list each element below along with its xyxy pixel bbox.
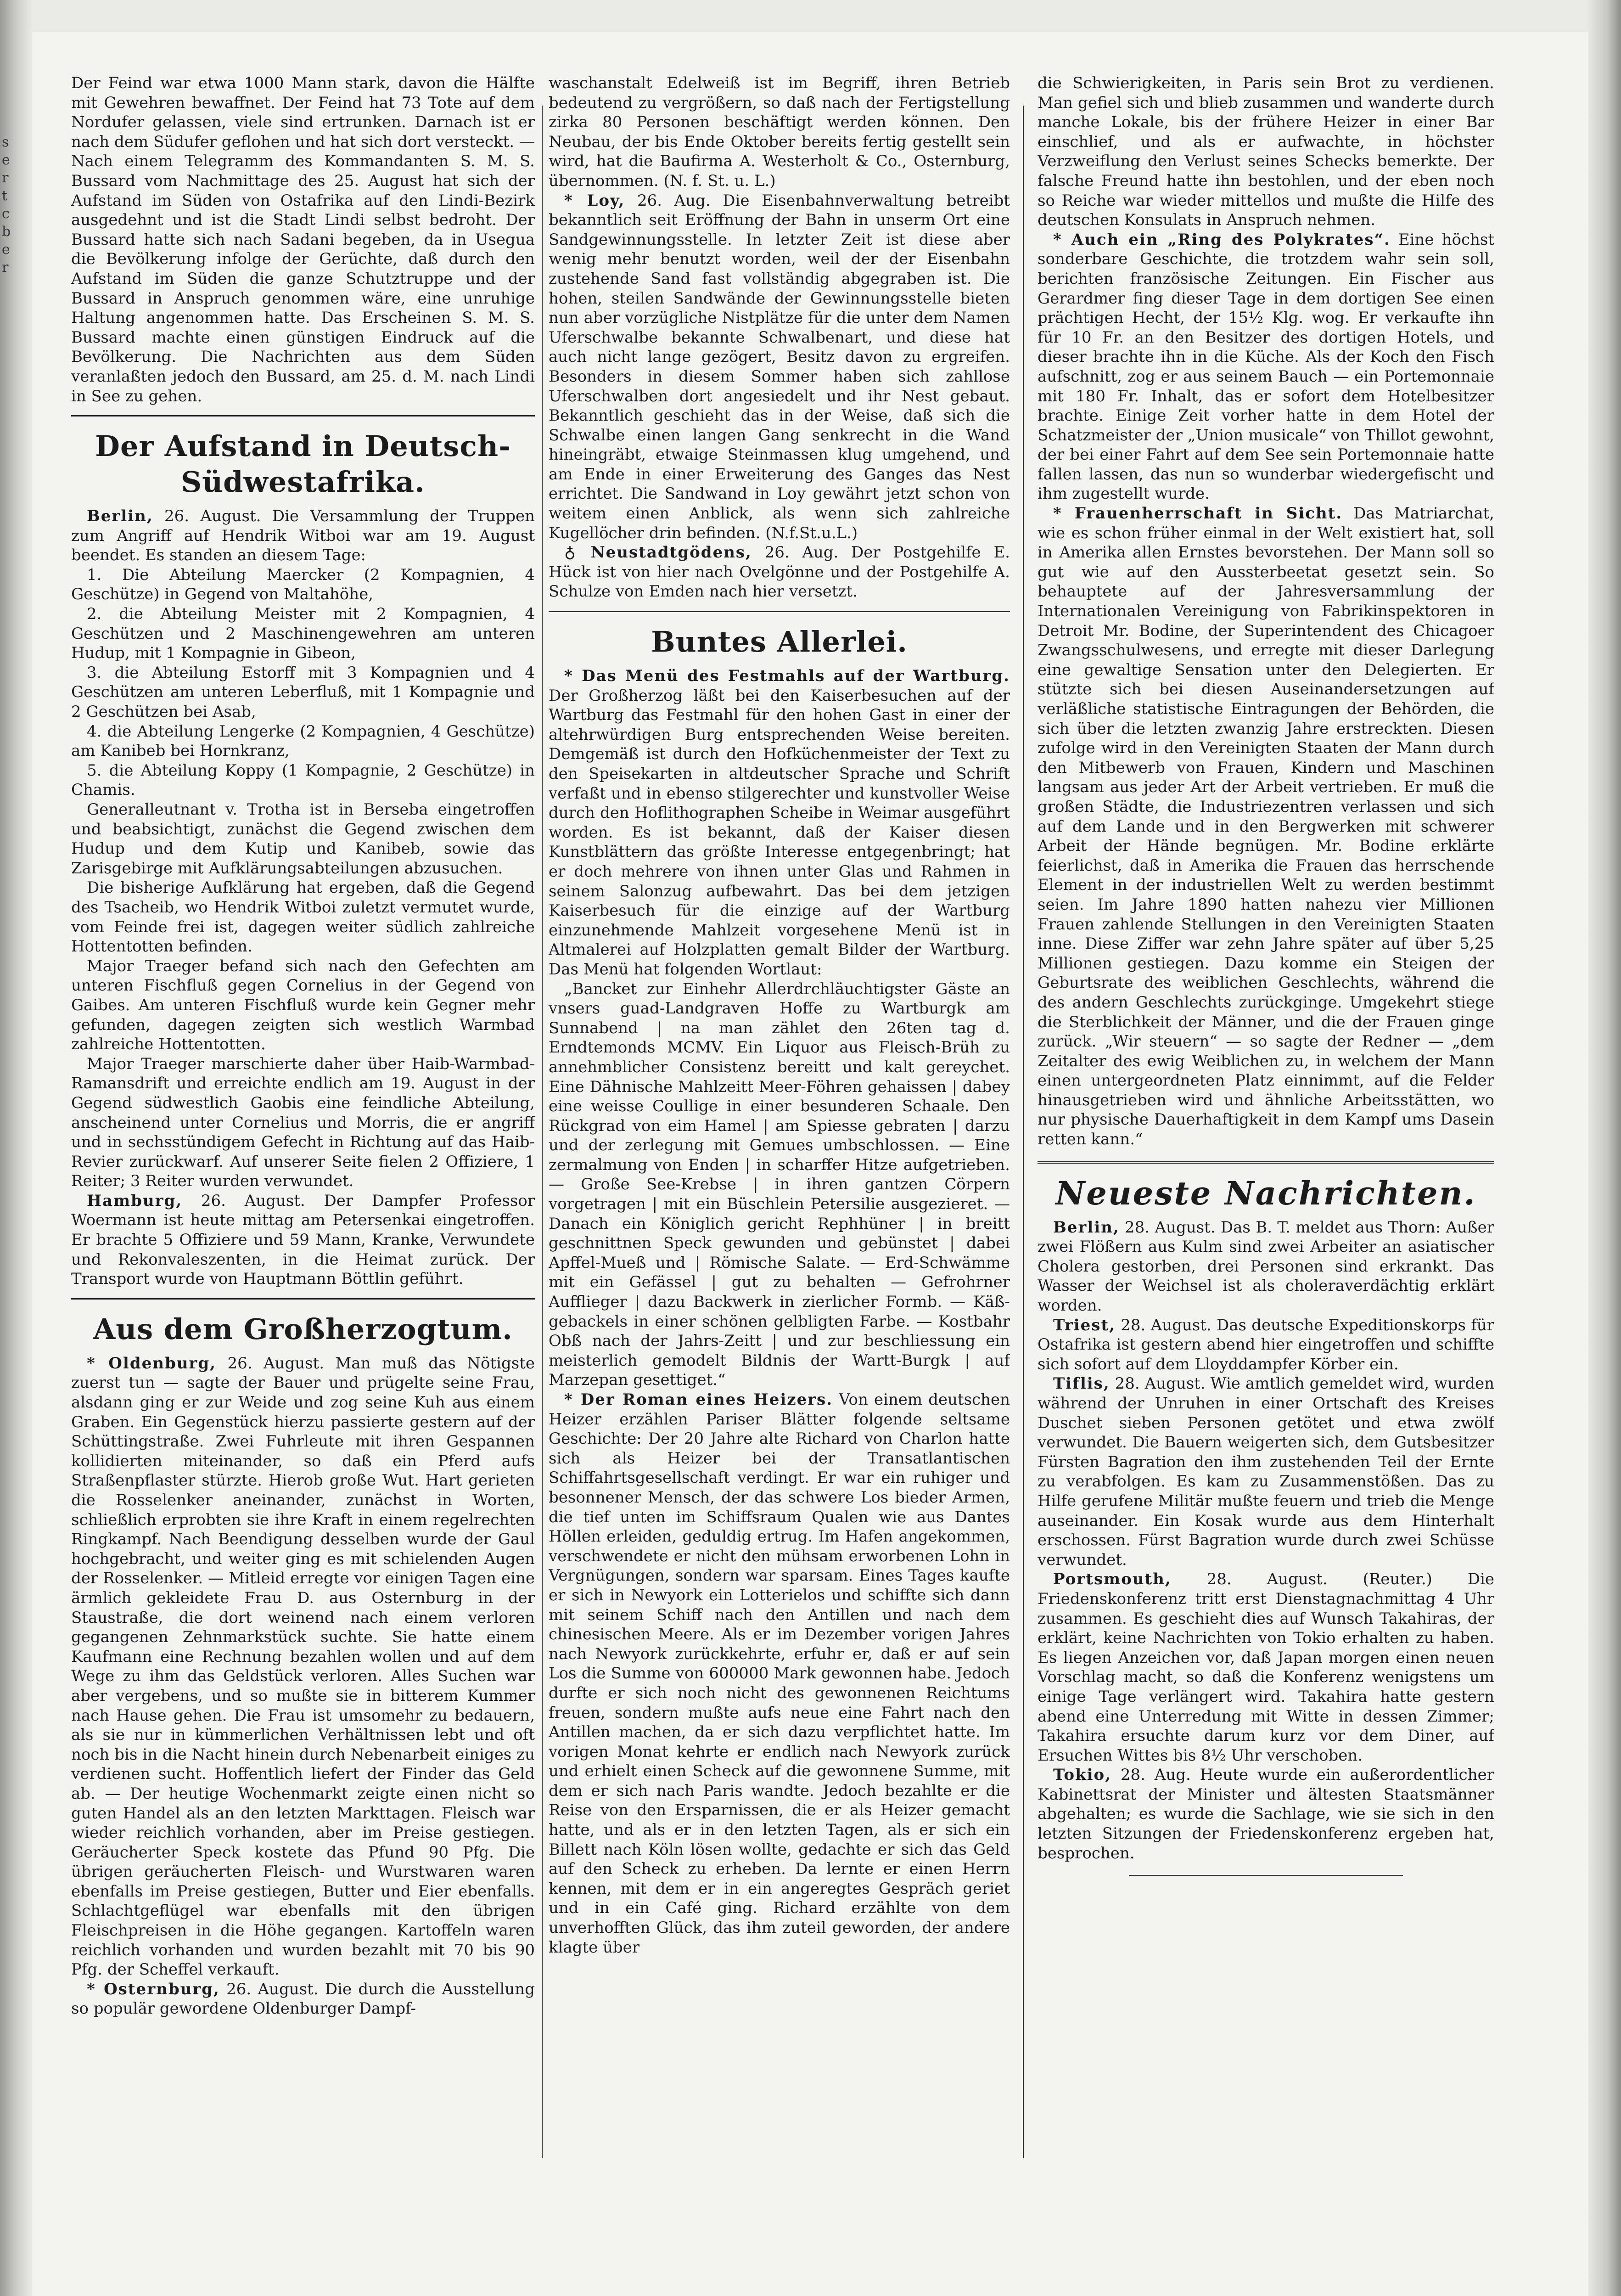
section-heading-buntes-allerlei: Buntes Allerlei. [651,625,908,659]
article-body: 28. August. Das deutsche Expeditionskorps für Ostafrika ist gestern abend hier eingetroffen und schiffte sich sofort auf dem Lloyddampfer Körber ein. [1038,1316,1494,1373]
menu-quotation: „Bancket zur Einhehr Allerdrchläuchtigster Gäste an vnsers guad-Landgraven Hoffe zu Wartburgk am Sunnabend | na man zählet den 26ten tag d. Erndtemonds MCMV. Ein Liquor aus Fleisch-Brüh zu annehmblicher Consistenz bereitt und kalt gereychet. Eine Dähnische Mahlzeitt Meer-Föhren gehaissen | dabey eine weisse Coullige in einer besunderen Schaale. Den Rückgrad von eim Hamel | am Spiesse gebraten | darzu und der zerlegung mit Gemues umbschlossen. — Eine zermalmung von Enden | in scharffer Hitze aufgetrieben. — Große See-Krebse | in ihren gantzen Cörpern vorgetragen | mit ein Büschlein Petersilie ausgezieret. — Danach ein Königlich gericht Rephhüner | in breitt geschnittnen Speck gewunden und gebünstet | dabei Apffel-Mueß und | Römische Salate. — Erd-Schwämme mit ein Gefässel | gut zu behalten — Gefrohrner Aufflieger | dazu Backwerk in zierlicher Formb. — Käß-gebackels in einer schönen gelbligten Farbe. — Kostbahr Obß nach der Jahrs-Zeitt | und zur beschliessung ein meisterlich gemodelt Bildnis der Wartt-Burgk | auf Marzepan gesettiget.“ [549,979,1010,1390]
article-body: 28. Aug. Heute wurde ein außerordentlicher Kabinettsrat der Minister und ältesten Staatsmänner abgehalten; es wurde die Sachlage, wie sie sich in den letzten Sitzungen der Friedenskonferenz ergeben hat, besprochen. [1038,1766,1494,1863]
paragraph: Die bisherige Aufklärung hat ergeben, daß die Gegend des Tsacheib, wo Hendrik Witboi zuletzt vermutet wurde, vom Feinde frei ist, dagegen weiter südlich zahlreiche Hottentotten befinden. [71,878,535,956]
adjacent-page-edge-text: s e r t c b e r [2,134,11,276]
article-body: Das Matriarchat, wie es schon früher einmal in der Welt existiert hat, soll in Amerika allen Ernstes bevorstehen. Der Mann soll so gut wie auf den Aussterbeetat gesetzt sein. So behauptete auf der Jahresversammlung der Internationalen Vereinigung von Fabrikinspektoren in Detroit Mr. Bodine, der Superintendent des Chicagoer Zwangsschulwesens, und erregte mit dieser Darlegung eine gewaltige Sensation unter den Delegierten. Er stützte sich bei diesen Auseinandersetzungen auf verläßliche statistische Eintragungen der Behörden, die sich über die letzten zwanzig Jahre erstreckten. Diesen zufolge wird in den Vereinigten Staaten der Mann durch den Mitbewerb von Frauen, Kindern und Maschinen langsam aus jeder Art der Arbeit vertrieben. Er muß die großen Städte, die Industriezentren verlassen und sich auf dem Lande und in den Bergwerken mit schwerer Arbeit der Hände begnügen. Mr. Bodine erklärte feierlichst, daß in Amerika die Frauen das herrschende Element in der industriellen Welt zu werden bestimmt seien. Im Jahre 1890 hatten nahezu vier Millionen Frauen zahlende Stellungen in den Vereinigten Staaten inne. Diese Ziffer war zehn Jahre später auf über 5,25 Millionen gestiegen. Dazu komme ein Steigen der Geburtsrate des weiblichen Geschlechts, während die des andern Geschlechts zurückginge. Umgekehrt stiege die Sterblichkeit der Männer, und die der Frauen ginge zurück. „Wir steuern“ — so sagte der Redner — „dem Zeitalter des ewig Weiblichen zu, in welchem der Mann einen untergeordneten Platz einnimmt, auf die Felder hinausgetrieben wird und ähnliche Arbeitsstätten, wo nur physische Dauerhaftigkeit in dem Kampf ums Dasein retten kann.“ [1038,504,1494,1149]
news-tiflis [1038,1374,1494,1570]
article-body: 26. August. Die durch die Ausstellung so populär gewordene Oldenburger Dampf- [71,1980,535,2018]
section-heading-suedwestafrika: Der Aufstand in Deutsch-Südwestafrika. [95,429,511,499]
article-headline: * Das Menü des Festmahls auf der Wartburg. [564,667,1010,686]
article-body: 28. August. Das B. T. meldet aus Thorn: Außer zwei Flößern aus Kulm sind zwei Arbeiter an asiatischer Cholera gestorben, drei Personen sind erkrankt. Das Wasser der Weichsel ist als choleraverdächtig erklärt worden. [1038,1218,1494,1315]
article-osternburg-continued: waschanstalt Edelweiß ist im Begriff, ihren Betrieb bedeutend zu vergrößern, so daß nach der Fertigstellung zirka 80 Personen beschäftigt werden können. Den Neubau, der bis Ende Oktober bereits fertig gestellt sein wird, hat die Baufirma A. Westerholt & Co., Osternburg, übernommen. (N. f. St. u. L.) [549,74,1010,190]
column-3 [1038,73,1494,2170]
paragraph: Generalleutnant v. Trotha ist in Berseba eingetroffen und beabsichtigt, zunächst die Gegend zwischen dem Hudup und dem Kutip und Kanibeb, sowie das Zarisgebirge mit Aufklärungsabteilungen abzusuchen. [71,800,535,878]
article-body: Von einem deutschen Heizer erzählen Pariser Blätter folgende seltsame Geschichte: Der 20 Jahre alte Richard von Charlon hatte sich als Heizer bei der Transatlantischen Schiffahrtsgesellschaft verdingt. Er war ein ruhiger und besonnener Mensch, der das schwere Los bieder Armen, die tief unten im Schiffsraum Qualen wie aus Dantes Höllen erleiden, geduldig ertrug. Im Hafen angekommen, verschwendete er nicht den mühsam erworbenen Lohn in Vergnügungen, sondern war sparsam. Eines Tages kaufte er sich in Newyork ein Lotterielos und schiffte sich dann mit seinem Schiff nach den Antillen und nach dem chinesischen Meere. Als er im Dezember vorigen Jahres nach Newyork zurückkehrte, erfuhr er, daß er auf sein Los die Summe von 600000 Mark gewonnen habe. Jedoch durfte er sich noch nicht des gewonnenen Reichtums freuen, sondern mußte aufs neue eine Fahrt nach den Antillen machen, da er sich dazu verpflichtet hatte. Im vorigen Monat kehrte er endlich nach Newyork zurück und erhielt einen Scheck auf die gewonnene Summe, mit dem er sich nach Paris wandte. Jedoch bezahlte er die Reise von den Ersparnissen, die er als Heizer gemacht hatte, und als er in den letzten Tagen, als er sich ein Billett nach Köln lösen wollte, gedachte er sich das Geld auf den Scheck zu erheben. Da lernte er einen Herrn kennen, mit dem er in ein angeregtes Gespräch geriet und in ein Café ging. Richard erzählte von dem unverhofften Glück, das ihm zuteil geworden, der andere klagte über [549,1390,1010,1957]
right-page-gutter [1587,0,1621,2296]
article-body: 26. Aug. Der Postgehilfe E. Hück ist von hier nach Ovelgönne und der Postgehilfe A. Schulze von Emden nach hier versetzt. [549,543,1010,601]
end-rule [1129,1875,1403,1876]
column-rule [542,106,543,2158]
dateline: * Osternburg, [87,1980,220,1998]
dateline: Triest, [1053,1316,1116,1334]
article-body: 28. August. Wie amtlich gemeldet wird, wurden während der Unruhen in einer Ortschaft des Kreises Duschet sieben Personen getötet und etwa zwölf verwundet. Die Bauern weigerten sich, dem Gutsbesitzer Fürsten Bagration den ihm zustehenden Teil der Ernte zu verabfolgen. Es kam zu Zusammenstößen. Das zu Hilfe gerufene Militär mußte feuern und trieb die Menge auseinander. Ein Kosak wurde aus dem Hinterhalt erschossen. Fürst Bagration wurde durch zwei Schüsse verwundet. [1038,1374,1494,1569]
list-item: 4. die Abteilung Lengerke (2 Kompagnien, 4 Geschütze) am Kanibeb bei Hornkranz, [71,722,535,760]
article-berlin [71,506,535,565]
dateline: Portsmouth, [1053,1570,1172,1589]
section-divider [1038,1161,1494,1164]
article-hamburg [71,1191,535,1289]
article-body: Eine höchst sonderbare Geschichte, die trotzdem wahr sein soll, berichten französische Zeitungen. Ein Fischer aus Gerardmer fing dieser Tage in dem dortigen See einen prächtigen Hecht, der 15½ Klg. wog. Er verkaufte ihn für 10 Fr. an den Besitzer des dortigen Hotels, und dieser brachte ihn in die Küche. Als der Koch den Fisch aufschnitt, zog er aus seinem Bauch — ein Portemonnaie mit 180 Fr. Inhalt, das er sofort dem Hotelbesitzer brachte. Einige Zeit vorher hatte in dem Hotel der Schatzmeister der „Union musicale“ von Thillot gewohnt, der bei einer Fahrt auf dem See sein Portemonnaie hatte fallen lassen, das nun so wunderbar wiedergefischt und ihm zugestellt wurde. [1038,230,1494,503]
article-frauenherrschaft [1038,504,1494,1149]
section-divider [71,415,535,416]
section-divider [549,611,1010,612]
article-body: 26. August. Die Versammlung der Truppen zum Angriff auf Hendrik Witboi war am 19. August beendet. Es standen an diesem Tage: [71,507,535,565]
dateline: ♁ Neustadtgödens, [564,543,752,562]
dateline: Tokio, [1053,1766,1112,1784]
article-heizer-continued: die Schwierigkeiten, in Paris sein Brot zu verdienen. Man gefiel sich und blieb zusammen und wanderte durch manche Lokale, bis der frühere Heizer in einer Bar einschlief, und als er aufwachte, in höchster Verzweiflung den Verlust seines Schecks bemerkte. Der falsche Freund hatte ihn bestohlen, und der eben noch so Reiche war wieder mittellos und mußte die Hilfe des deutschen Konsulats in Anspruch nehmen. [1038,74,1494,230]
paragraph: Major Traeger befand sich nach den Gefechten am unteren Fischfluß gegen Cornelius in der Gegend von Gaibes. Am unteren Fischfluß wurde kein Gegner mehr gefunden, dagegen zeigten sich westlich Warmbad zahlreiche Hottentotten. [71,957,535,1054]
article-body: 28. August. (Reuter.) Die Friedenskonferenz tritt erst Dienstagnachmittag 4 Uhr zusammen. Es geschieht dies auf Wunsch Takahiras, der erklärt, keine Nachrichten von Tokio erhalten zu haben. Es liegen Anzeichen vor, daß Japan morgen einen neuen Vorschlag macht, so daß die Konferenz wenigstens um einige Tage verlängert wird. Takahira hatte gestern abend eine Unterredung mit Witte in dessen Zimmer; Takahira ersuchte darum kurz vor dem Diner, auf Ersuchen Wittes bis 8½ Uhr verschoben. [1038,1570,1494,1765]
news-berlin [1038,1218,1494,1316]
news-tokio [1038,1765,1494,1863]
article-wartburg-menu [549,666,1010,979]
article-neustadtgoedens [549,543,1010,602]
article-headline: * Frauenherrschaft in Sicht. [1053,504,1343,523]
paragraph: Major Traeger marschierte daher über Haib-Warmbad-Ramansdrift und erreichte endlich am 19. August in der Gegend südwestlich Gaobis eine feindliche Abteilung, anscheinend unter Cornelius und Morris, die er angriff und in sechsstündigem Gefecht in Richtung auf das Haib-Revier zurückwarf. Auf unserer Seite fielen 2 Offiziere, 1 Reiter; 3 Reiter wurden verwundet. [71,1054,535,1191]
article-headline: * Der Roman eines Heizers. [564,1390,833,1409]
dateline: Berlin, [1053,1218,1120,1237]
article-body: 26. Aug. Die Eisenbahnverwaltung betreibt bekanntlich seit Eröffnung der Bahn in unserm Ort eine Sandgewinnungsstelle. In letzter Zeit ist diese aber wenig mehr benutzt worden, weil der der Eisenbahn zustehende Sand fast vollständig abgegraben ist. Die hohen, steilen Sandwände der Gewinnungsstelle bieten nun aber vorzügliche Nistplätze für die unter dem Namen Uferschwalbe bekannte Schwalbenart, und diese hat auch nicht lange gezögert, Besitz davon zu ergreifen. Besonders in diesem Sommer haben sich zahllose Uferschwalben dort angesiedelt und ihr Nest gebaut. Bekanntlich geschieht das in der Weise, daß sich die Schwalbe einen langen Gang senkrecht in die Wand hineingräbt, etwaige Steinmassen klug umgehend, und am Ende in einer Erweiterung des Ganges das Nest errichtet. Die Sandwand in Loy gewährt jetzt schon von weitem einen Anblick, als wenn sich zahlreiche Kugellöcher drin befinden. (N.f.St.u.L.) [549,191,1010,542]
article-oldenburg [71,1354,535,1980]
article-body: 26. August. Man muß das Nötigste zuerst tun — sagte der Bauer und prügelte seine Frau, alsdann ging er zur Weide und zog seine Kuh aus einem Graben. Ein Gegenstück hierzu passierte gestern auf der Schüttingstraße. Zwei Fuhrleute mit ihren Gespannen kollidierten miteinander, so daß ein Pferd aufs Straßenpflaster stürzte. Hierob große Wut. Hart gerieten die Rosselenker aneinander, zunächst in Worten, schließlich erprobten sie ihre Kraft in einem regelrechten Ringkampf. Nach Beendigung desselben wurde der Gaul hochgebracht, und weiter ging es mit schielenden Augen der Rosselenker. — Mitleid erregte vor einigen Tagen eine ärmlich gekleidete Frau D. aus Osternburg in der Staustraße, die dort weinend nach einem verloren gegangenen Zehnmarkstück suchte. Sie hatte einem Kaufmann eine Rechnung bezahlen wollen und auf dem Wege zu ihm das Geldstück verloren. Alles Suchen war aber vergebens, und so mußte sie in bitterem Kummer nach Hause gehen. Die Frau ist umsomehr zu bedauern, als sie nur in kümmerlichen Verhältnissen lebt und oft noch bis in die Nacht hinein durch Nebenarbeit einiges zu verdienen sucht. Hoffentlich liefert der Finder das Geld ab. — Der heutige Wochenmarkt zeigte einen nicht so guten Handel als an den letzten Markttagen. Fleisch war wieder reichlich vorhanden, aber im Preise gestiegen. Geräucherter Speck kostete das Pfund 90 Pfg. Die übrigen geräucherten Fleisch- und Wurstwaren waren ebenfalls im Preise gestiegen, Butter und Eier ebenfalls. Schlachtgeflügel war ebenfalls mit den übrigen Fleischpreisen in die Höhe gegangen. Kartoffeln waren reichlich vorhanden und wurden bezahlt mit 70 bis 90 Pfg. der Scheffel verkauft. [71,1354,535,1979]
column-2 [549,73,1010,2170]
article-headline: * Auch ein „Ring des Polykrates“. [1053,230,1391,249]
list-item: 1. Die Abteilung Maercker (2 Kompagnien, 4 Geschütze) in Gegend von Maltahöhe, [71,565,535,604]
list-item: 2. die Abteilung Meister mit 2 Kompagnien, 4 Geschützen und 2 Maschinengewehren am unteren Hudup, mit 1 Kompagnie in Gibeon, [71,605,535,663]
list-item: 3. die Abteilung Estorff mit 3 Kompagnien und 4 Geschützen am unteren Leberfluß, mit 1 Kompagnie und 2 Geschützen bei Asab, [71,663,535,721]
dateline: Hamburg, [87,1191,183,1210]
article-osternburg [71,1980,535,2019]
section-divider [71,1298,535,1300]
news-portsmouth [1038,1570,1494,1765]
column-1 [71,73,535,2170]
article-ostafrika-continued: Der Feind war etwa 1000 Mann stark, davon die Hälfte mit Gewehren bewaffnet. Der Feind hat 73 Tote auf dem Nordufer gelassen, viele sind ertrunken. Darnach ist er nach dem Südufer geflohen und hat sich dort versteckt. — Nach einem Telegramm des Kommandanten S. M. S. Bussard vom Nachmittage des 25. August hat sich der Aufstand im Süden von Ostafrika auf den Lindi-Bezirk ausgedehnt und ist die Stadt Lindi selbst bedroht. Der Bussard hatte sich nach Sadani begeben, da in Usegua die Bevölkerung infolge der Gerüchte, daß durch den Aufstand im Süden die ganze Schutztruppe und der Bussard in Anspruch genommen wäre, eine unruhige Haltung angenommen hatte. Das Erscheinen S. M. S. Bussard machte einen günstigen Eindruck auf die Bevölkerung. Die Nachrichten aus dem Süden veranlaßten jedoch den Bussard, am 25. d. M. nach Lindi in See zu gehen. [71,74,535,405]
column-rule [1023,106,1024,2158]
dateline: * Loy, [564,191,625,210]
article-ring-des-polykrates [1038,230,1494,504]
article-roman-eines-heizers [549,1390,1010,1957]
article-loy [549,191,1010,543]
dateline: * Oldenburg, [87,1354,216,1373]
section-heading-neueste-nachrichten: Neueste Nachrichten. [1055,1174,1476,1212]
section-heading-grossherzogtum: Aus dem Großherzogtum. [93,1312,513,1346]
list-item: 5. die Abteilung Koppy (1 Kompagnie, 2 Geschütze) in Chamis. [71,761,535,799]
article-body: Der Großherzog läßt bei den Kaiserbesuchen auf der Wartburg das Festmahl für den hohen Gast in einer der altehrwürdigen Burg entsprechenden Weise bereiten. Demgemäß ist durch den Hofküchenmeister der Text zu den Speisekarten in altdeutscher Sprache und Schrift verfaßt und in ebenso stilgerechter und kunstvoller Weise durch den Hoflithographen Scheibe in Weimar ausgeführt worden. Es ist bekannt, daß der Kaiser diesen Kunstblättern das größte Interesse entgegenbringt; hat er doch mehrere von ihnen unter Glas und Rahmen in seinem Salonzug aufbewahrt. Das bei dem jetzigen Kaiserbesuch für die einzige auf der Wartburg einzunehmende Mahlzeit vorgesehene Menü ist in Altmalerei auf Holzplatten gemalt Bilder der Wartburg. Das Menü hat folgenden Wortlaut: [549,686,1010,979]
left-page-gutter [0,0,32,2296]
dateline: Tiflis, [1053,1374,1110,1393]
dateline: Berlin, [87,507,153,526]
article-body: 26. August. Der Dampfer Professor Woermann ist heute mittag am Petersenkai eingetroffen. Er brachte 5 Offiziere und 59 Mann, Kranke, Verwundete und Rekonvaleszenten, in die Heimat zurück. Der Transport wurde von Hauptmann Böttlin geführt. [71,1191,535,1289]
news-triest [1038,1316,1494,1374]
